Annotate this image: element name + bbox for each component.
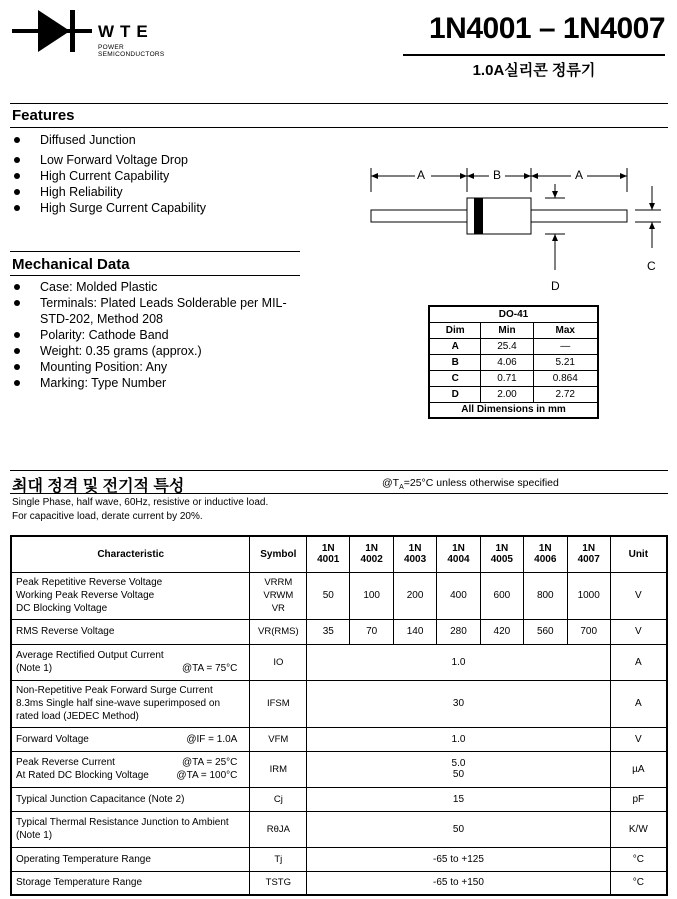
characteristic-cell: [11, 751, 250, 787]
conditions-prefix: @T: [382, 477, 400, 489]
value-cell: 200: [394, 572, 437, 619]
dim-header: Dim: [429, 322, 481, 338]
value-cell: 1.0: [307, 727, 610, 751]
table-row: [11, 847, 667, 871]
characteristic-line: Working Peak Reverse Voltage: [16, 590, 155, 601]
ratings-bottom-rule: [10, 493, 668, 494]
characteristic-line: Average Rectified Output Current: [16, 650, 164, 661]
part-header: 1N 4003: [394, 536, 437, 572]
value-cell: 600: [480, 572, 523, 619]
symbol-cell: RθJA: [250, 811, 307, 847]
table-row: [11, 727, 667, 751]
value-cell: 800: [523, 572, 567, 619]
features-top-rule: [10, 103, 668, 104]
unit-header: Unit: [610, 536, 667, 572]
part-header: 1N 4007: [567, 536, 610, 572]
symbol-line: VR: [271, 603, 285, 614]
value-line: 50: [452, 769, 465, 780]
table-row: [11, 680, 667, 727]
part-header: 1N 4004: [437, 536, 481, 572]
min-cell: 4.06: [481, 354, 533, 370]
part-header: 1N 4001: [307, 536, 350, 572]
unit-cell: K/W: [610, 811, 667, 847]
list-item: Polarity: Cathode Band: [12, 327, 302, 343]
dimension-label-c: C: [647, 259, 656, 273]
test-condition: @TA = 100°C: [176, 770, 238, 781]
value-cell: 50: [307, 572, 350, 619]
brand-name: WTE: [98, 22, 154, 41]
table-row: [11, 811, 667, 847]
value-cell: 1000: [567, 572, 610, 619]
characteristic-cell: Typical Junction Capacitance (Note 2): [11, 787, 250, 811]
characteristic-line: [16, 662, 245, 675]
symbol-line: VRRM: [264, 577, 293, 588]
dim-cell: D: [429, 386, 481, 402]
symbol-cell: [250, 572, 307, 619]
value-cell: 140: [394, 619, 437, 644]
value-cell: 400: [437, 572, 481, 619]
value-line: 5.0: [451, 758, 466, 769]
value-cell: [307, 751, 610, 787]
ratings-title: 최대 정격 및 전기적 특성: [12, 478, 185, 495]
part-header: 1N 4005: [480, 536, 523, 572]
symbol-cell: VFM: [250, 727, 307, 751]
list-item: High Reliability: [12, 184, 312, 200]
unit-cell: V: [610, 619, 667, 644]
wte-logo: [12, 8, 182, 58]
characteristic-cell: [11, 644, 250, 680]
conditions-suffix: =25°C unless otherwise specified: [403, 477, 559, 489]
characteristic-header: Characteristic: [11, 536, 250, 572]
features-list: [12, 132, 312, 216]
list-item: Marking: Type Number: [12, 375, 302, 391]
list-item: Diffused Junction: [12, 132, 312, 148]
max-cell: 0.864: [533, 370, 598, 386]
dimension-label-a-left: A: [417, 168, 426, 182]
table-row: [11, 572, 667, 619]
features-bottom-rule: [10, 127, 668, 128]
mechanical-list: [12, 279, 302, 391]
max-cell: 2.72: [533, 386, 598, 402]
unit-cell: °C: [610, 871, 667, 895]
symbol-header: Symbol: [250, 536, 307, 572]
dim-cell: C: [429, 370, 481, 386]
symbol-line: VRWM: [263, 590, 294, 601]
symbol-cell: Cj: [250, 787, 307, 811]
list-item: High Current Capability: [12, 168, 312, 184]
min-cell: 0.71: [481, 370, 533, 386]
value-cell: -65 to +125: [307, 847, 610, 871]
dimension-table: [428, 305, 599, 419]
symbol-cell: VR(RMS): [250, 619, 307, 644]
value-cell: 560: [523, 619, 567, 644]
characteristic-cell: Operating Temperature Range: [11, 847, 250, 871]
unit-cell: pF: [610, 787, 667, 811]
ratings-note-1: Single Phase, half wave, 60Hz, resistive or inductive load.: [12, 497, 269, 508]
characteristic-note: (Note 1): [16, 663, 53, 674]
conditions-sub: A: [399, 484, 404, 492]
characteristic-cell: [11, 680, 250, 727]
list-item: Low Forward Voltage Drop: [12, 152, 312, 168]
diode-logo-icon: [12, 8, 92, 54]
brand-subtitle: POWER SEMICONDUCTORS: [98, 44, 165, 58]
characteristic-line: rated load (JEDEC Method): [16, 711, 139, 722]
table-row: [429, 354, 598, 370]
test-condition: @TA = 75°C: [181, 663, 238, 674]
unit-cell: µA: [610, 751, 667, 787]
value-cell: 1.0: [307, 644, 610, 680]
unit-cell: V: [610, 572, 667, 619]
value-cell: 30: [307, 680, 610, 727]
list-item: Mounting Position: Any: [12, 359, 302, 375]
value-cell: 420: [480, 619, 523, 644]
ratings-conditions: [382, 477, 559, 491]
characteristic-cell: [11, 811, 250, 847]
ratings-note-2: For capacitive load, derate current by 20%.: [12, 511, 203, 522]
characteristic-line: 8.3ms Single half sine-wave superimposed on: [16, 698, 220, 709]
dimension-footer: All Dimensions in mm: [429, 402, 598, 418]
symbol-cell: IRM: [250, 751, 307, 787]
dim-cell: A: [429, 338, 481, 354]
list-item: Weight: 0.35 grams (approx.): [12, 343, 302, 359]
features-title: Features: [12, 107, 75, 124]
table-row: [11, 787, 667, 811]
unit-cell: A: [610, 680, 667, 727]
value-cell: 70: [350, 619, 394, 644]
characteristic-line: (Note 1): [16, 830, 53, 841]
min-cell: 25.4: [481, 338, 533, 354]
unit-cell: °C: [610, 847, 667, 871]
characteristic-cell: RMS Reverse Voltage: [11, 619, 250, 644]
characteristic-line: Peak Repetitive Reverse Voltage: [16, 577, 163, 588]
characteristic-line: Non-Repetitive Peak Forward Surge Current: [16, 685, 213, 696]
mechanical-title: Mechanical Data: [12, 256, 130, 273]
characteristic-cell: [11, 572, 250, 619]
max-cell: 5.21: [533, 354, 598, 370]
table-row: [11, 619, 667, 644]
value-cell: 700: [567, 619, 610, 644]
part-header: 1N 4002: [350, 536, 394, 572]
min-header: Min: [481, 322, 533, 338]
symbol-cell: TSTG: [250, 871, 307, 895]
table-row: [11, 644, 667, 680]
dimension-label-b: B: [493, 168, 502, 182]
unit-cell: V: [610, 727, 667, 751]
list-item: Case: Molded Plastic: [12, 279, 302, 295]
max-header: Max: [533, 322, 598, 338]
test-condition: @IF = 1.0A: [186, 733, 238, 745]
test-condition: @TA = 25°C: [181, 757, 238, 768]
table-row: [11, 871, 667, 895]
dimension-label-d: D: [551, 279, 560, 293]
package-outline-diagram: [365, 162, 665, 292]
symbol-cell: IO: [250, 644, 307, 680]
max-cell: —: [533, 338, 598, 354]
table-row: [429, 338, 598, 354]
characteristic-line: DC Blocking Voltage: [16, 603, 108, 614]
list-item: Terminals: Plated Leads Solderable per MIL-STD-202, Method 208: [12, 295, 302, 327]
dimension-label-a-right: A: [575, 168, 584, 182]
characteristic-line: [16, 733, 245, 746]
characteristic-line: [16, 756, 245, 769]
characteristic-line: Typical Thermal Resistance Junction to Ambient: [16, 817, 229, 828]
table-row: [429, 386, 598, 402]
value-cell: 35: [307, 619, 350, 644]
table-row: [11, 751, 667, 787]
value-cell: 15: [307, 787, 610, 811]
dim-cell: B: [429, 354, 481, 370]
page-title: 1N4001 – 1N4007: [428, 12, 665, 45]
ratings-table: [10, 535, 668, 896]
value-cell: -65 to +150: [307, 871, 610, 895]
mechanical-bottom-rule: [10, 275, 300, 276]
characteristic-text: Forward Voltage: [16, 733, 89, 745]
value-cell: 50: [307, 811, 610, 847]
package-name: DO-41: [429, 306, 598, 322]
part-header: 1N 4006: [523, 536, 567, 572]
table-header-row: [11, 536, 667, 572]
list-item: High Surge Current Capability: [12, 200, 312, 216]
characteristic-cell: [11, 727, 250, 751]
characteristic-line: [16, 769, 245, 782]
min-cell: 2.00: [481, 386, 533, 402]
mechanical-top-rule: [10, 251, 300, 252]
title-rule: [403, 54, 665, 56]
ratings-top-rule: [10, 470, 668, 471]
symbol-cell: Tj: [250, 847, 307, 871]
characteristic-text: Peak Reverse Current: [16, 757, 115, 768]
characteristic-text: At Rated DC Blocking Voltage: [16, 770, 149, 781]
characteristic-cell: Storage Temperature Range: [11, 871, 250, 895]
table-row: [429, 370, 598, 386]
value-cell: 100: [350, 572, 394, 619]
symbol-cell: IFSM: [250, 680, 307, 727]
value-cell: 280: [437, 619, 481, 644]
unit-cell: A: [610, 644, 667, 680]
page-subtitle: 1.0A실리콘 정류기: [472, 62, 596, 79]
